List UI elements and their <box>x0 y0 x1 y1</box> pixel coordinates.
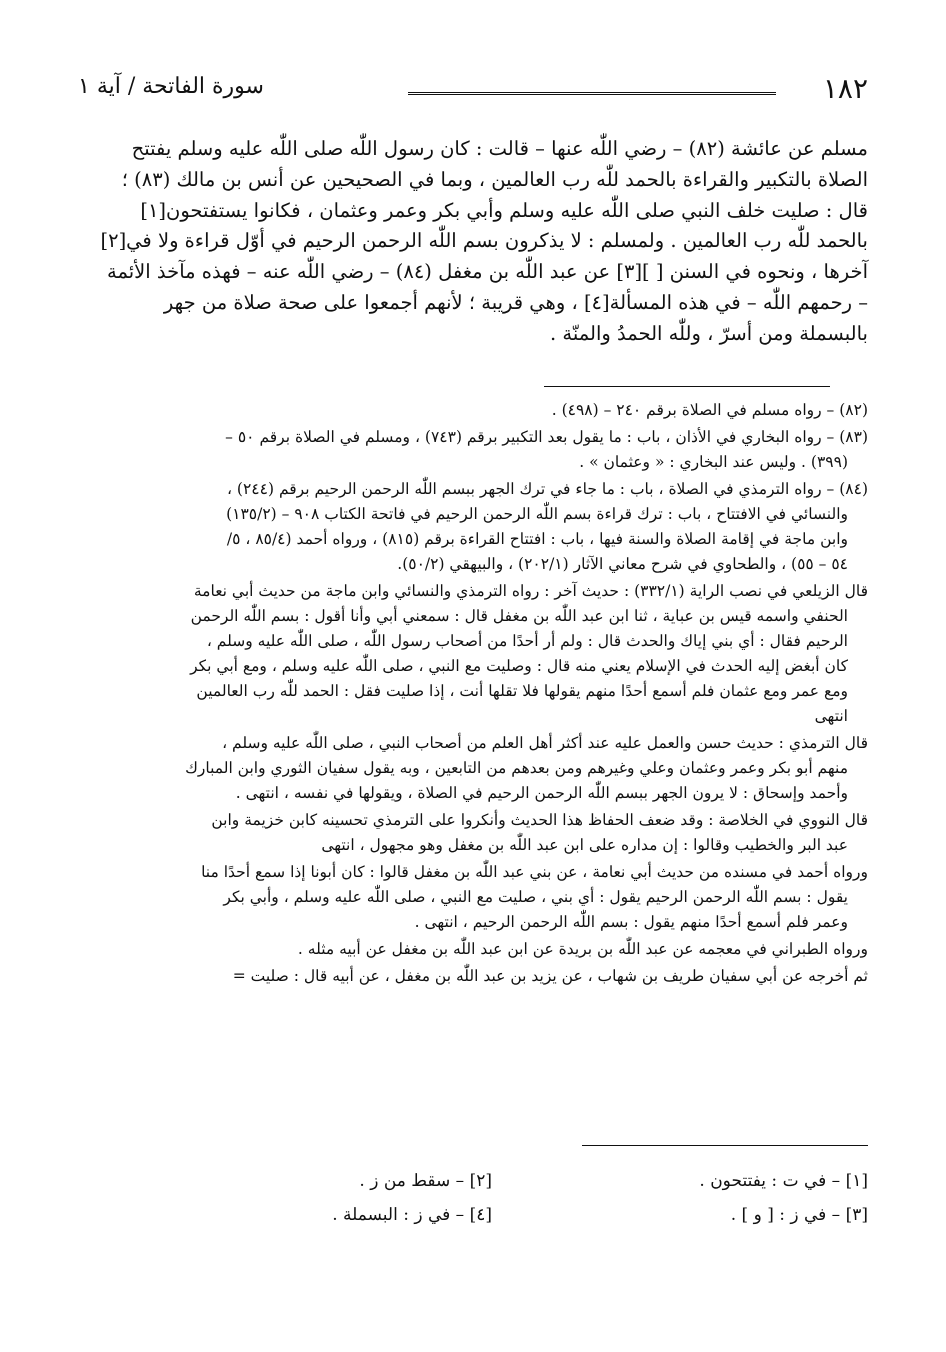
footnote-tirmidhi <box>78 731 868 806</box>
footnote-line: الحنفي واسمه قيس بن عباية ، ثنا ابن عبد اللّٰه بن مغفل قال : سمعني أبي وأنا أقول : بسم اللّٰه الرحمن <box>190 607 848 625</box>
footnote-line: انتهى <box>814 707 848 725</box>
footnote-ahmad <box>78 860 868 935</box>
footnote-line: عبد البر والخطيب وقالوا : إن مداره على ابن عبد اللّٰه بن مغفل وهو مجهول ، انتهى <box>321 836 848 854</box>
footnote-nawawi <box>78 808 868 858</box>
main-line: قال : صليت خلف النبي صلى اللّٰه عليه وسلم وأبي بكر وعمر وعثمان ، فكانوا يستفتحون[١] <box>140 198 868 222</box>
variant-note-4: [٤] – في ز : البسملة . <box>332 1205 492 1225</box>
footnote-line: ٥٤ – ٥٥) ، والطحاوي في شرح معاني الآثار (٢٠٢/١) ، والبيهقي (٥٠/٢). <box>397 555 848 573</box>
footnote-zaylai <box>78 579 868 729</box>
variant-note-2: [٢] – سقط من ز . <box>359 1171 492 1191</box>
textual-variants <box>78 1165 868 1235</box>
footnote-tabarani <box>78 937 868 962</box>
main-line: – رحمهم اللّٰه – في هذه المسألة[٤] ، وهي قريبة ؛ لأنهم أجمعوا على صحة صلاة من جهر <box>163 290 868 314</box>
footnote-separator <box>544 386 830 387</box>
footnote-line: (٣٩٩) . وليس عند البخاري : « وعثمان » . <box>579 453 848 471</box>
variant-note-3: [٣] – في ز : [ و ] . <box>730 1205 868 1225</box>
main-line: بالبسملة ومن أسرّ ، وللّٰه الحمدُ والمنّة . <box>550 321 868 345</box>
footnote-line: والنسائي في الافتتاح ، باب : ترك قراءة بسم اللّٰه الرحمن الرحيم في فاتحة الكتاب ٩٠٨ – (١٣٥/٢) <box>226 505 848 523</box>
main-line: بالحمد للّٰه رب العالمين . ولمسلم : لا يذكرون بسم اللّٰه الرحمن الرحيم في أوّل قراءة ولا في[٢] <box>100 229 868 253</box>
footnote-line: ورواه أحمد في مسنده من حديث أبي نعامة ، عن بني عبد اللّٰه بن مغفل قالوا : كان أبونا إذا سمع أحدًا منا <box>201 863 868 881</box>
main-line: الصلاة بالتكبير والقراءة بالحمد للّٰه رب العالمين ، وبما في الصحيحين عن أنس بن مالك (٨٣) ؛ <box>121 167 868 191</box>
variants-separator <box>582 1145 868 1146</box>
footnote-line: وابن ماجة في إقامة الصلاة والسنة فيها ، باب : افتتاح القراءة برقم (٨١٥) ، ورواه أحمد (٨٥/٤ ، ٥/ <box>226 530 848 548</box>
main-line: آخرها ، ونحوه في السنن [ ][٣] عن عبد اللّٰه بن مغفل (٨٤) – رضي اللّٰه عنه – فهذه مآخذ الأئمة <box>107 260 868 284</box>
footnote-line: قال الترمذي : حديث حسن والعمل عليه عند أكثر أهل العلم من أصحاب النبي ، صلى اللّٰه عليه وسلم ، <box>222 734 868 752</box>
footnote-line: قال النووي في الخلاصة : وقد ضعف الحفاظ هذا الحديث وأنكروا على الترمذي تحسينه كابن خزيمة وابن <box>211 811 868 829</box>
footnote-continued <box>78 964 868 989</box>
footnote-line: ثم أخرجه عن أبي سفيان طريف بن شهاب ، عن يزيد بن عبد اللّٰه بن مغفل ، عن أبيه قال : صليت = <box>232 967 868 985</box>
footnote-84 <box>78 477 868 577</box>
footnote-line: الرحيم فقال : أي بني إياك والحدث قال : ولم أر أحدًا من أصحاب رسول اللّٰه ، صلى اللّٰه عليه وسلم ، <box>206 632 848 650</box>
footnote-line: ورواه الطبراني في معجمه عن عبد اللّٰه بن بريدة عن ابن عبد اللّٰه بن مغفل عن أبيه مثله . <box>297 940 868 958</box>
footnote-82 <box>78 398 868 423</box>
page-number: ١٨٢ <box>822 72 868 105</box>
page-header <box>78 70 868 106</box>
footnote-line: ومع عمر ومع عثمان فلم أسمع أحدًا منهم يقولها فلا تقلها أنت ، إذا صليت فقل : الحمد للّٰه رب العالمين <box>196 682 848 700</box>
main-line: مسلم عن عائشة (٨٢) – رضي اللّٰه عنها – قالت : كان رسول اللّٰه صلى اللّٰه عليه وسلم يفتتح <box>131 137 868 160</box>
main-text <box>78 134 868 350</box>
running-title: سورة الفاتحة / آية ١ <box>78 74 264 99</box>
footnote-line: منهم أبو بكر وعمر وعثمان وعلي وغيرهم ومن بعدهم من التابعين ، وبه يقول سفيان الثوري وابن المبارك <box>185 759 848 777</box>
variant-note-1: [١] – في ت : يفتتحون . <box>699 1171 868 1191</box>
footnotes <box>78 398 868 991</box>
footnote-line: قال الزيلعي في نصب الراية (٣٣٢/١) : حديث آخر : رواه الترمذي والنسائي وابن ماجة من حديث أبي نعامة <box>193 582 868 600</box>
header-rule <box>408 92 776 98</box>
footnote-line: (٨٤) – رواه الترمذي في الصلاة ، باب : ما جاء في ترك الجهر ببسم اللّٰه الرحمن الرحيم برقم (٢٤٤) ، <box>227 480 868 498</box>
footnote-line: (٨٢) – رواه مسلم في الصلاة برقم ٢٤٠ – (٤٩٨) . <box>551 401 868 419</box>
footnote-83 <box>78 425 868 475</box>
footnote-line: كان أبغض إليه الحدث في الإسلام يعني منه قال : وصليت مع النبي ، صلى اللّٰه عليه وسلم ، ومع أبي بكر <box>190 657 848 675</box>
footnote-line: وأحمد وإسحاق : لا يرون الجهر ببسم اللّٰه الرحمن الرحيم في الصلاة ، ويقولها في نفسه ، انتهى . <box>235 784 848 802</box>
footnote-line: يقول : بسم اللّٰه الرحمن الرحيم يقول : أي بني ، صليت مع النبي ، صلى اللّٰه عليه وسلم ، وأبي بكر <box>223 888 848 906</box>
footnote-line: (٨٣) – رواه البخاري في الأذان ، باب : ما يقول بعد التكبير برقم (٧٤٣) ، ومسلم في الصلاة برقم ٥٠ – <box>225 428 868 446</box>
footnote-line: وعمر فلم أسمع أحدًا منهم يقول : بسم اللّٰه الرحمن الرحيم ، انتهى . <box>414 913 848 931</box>
